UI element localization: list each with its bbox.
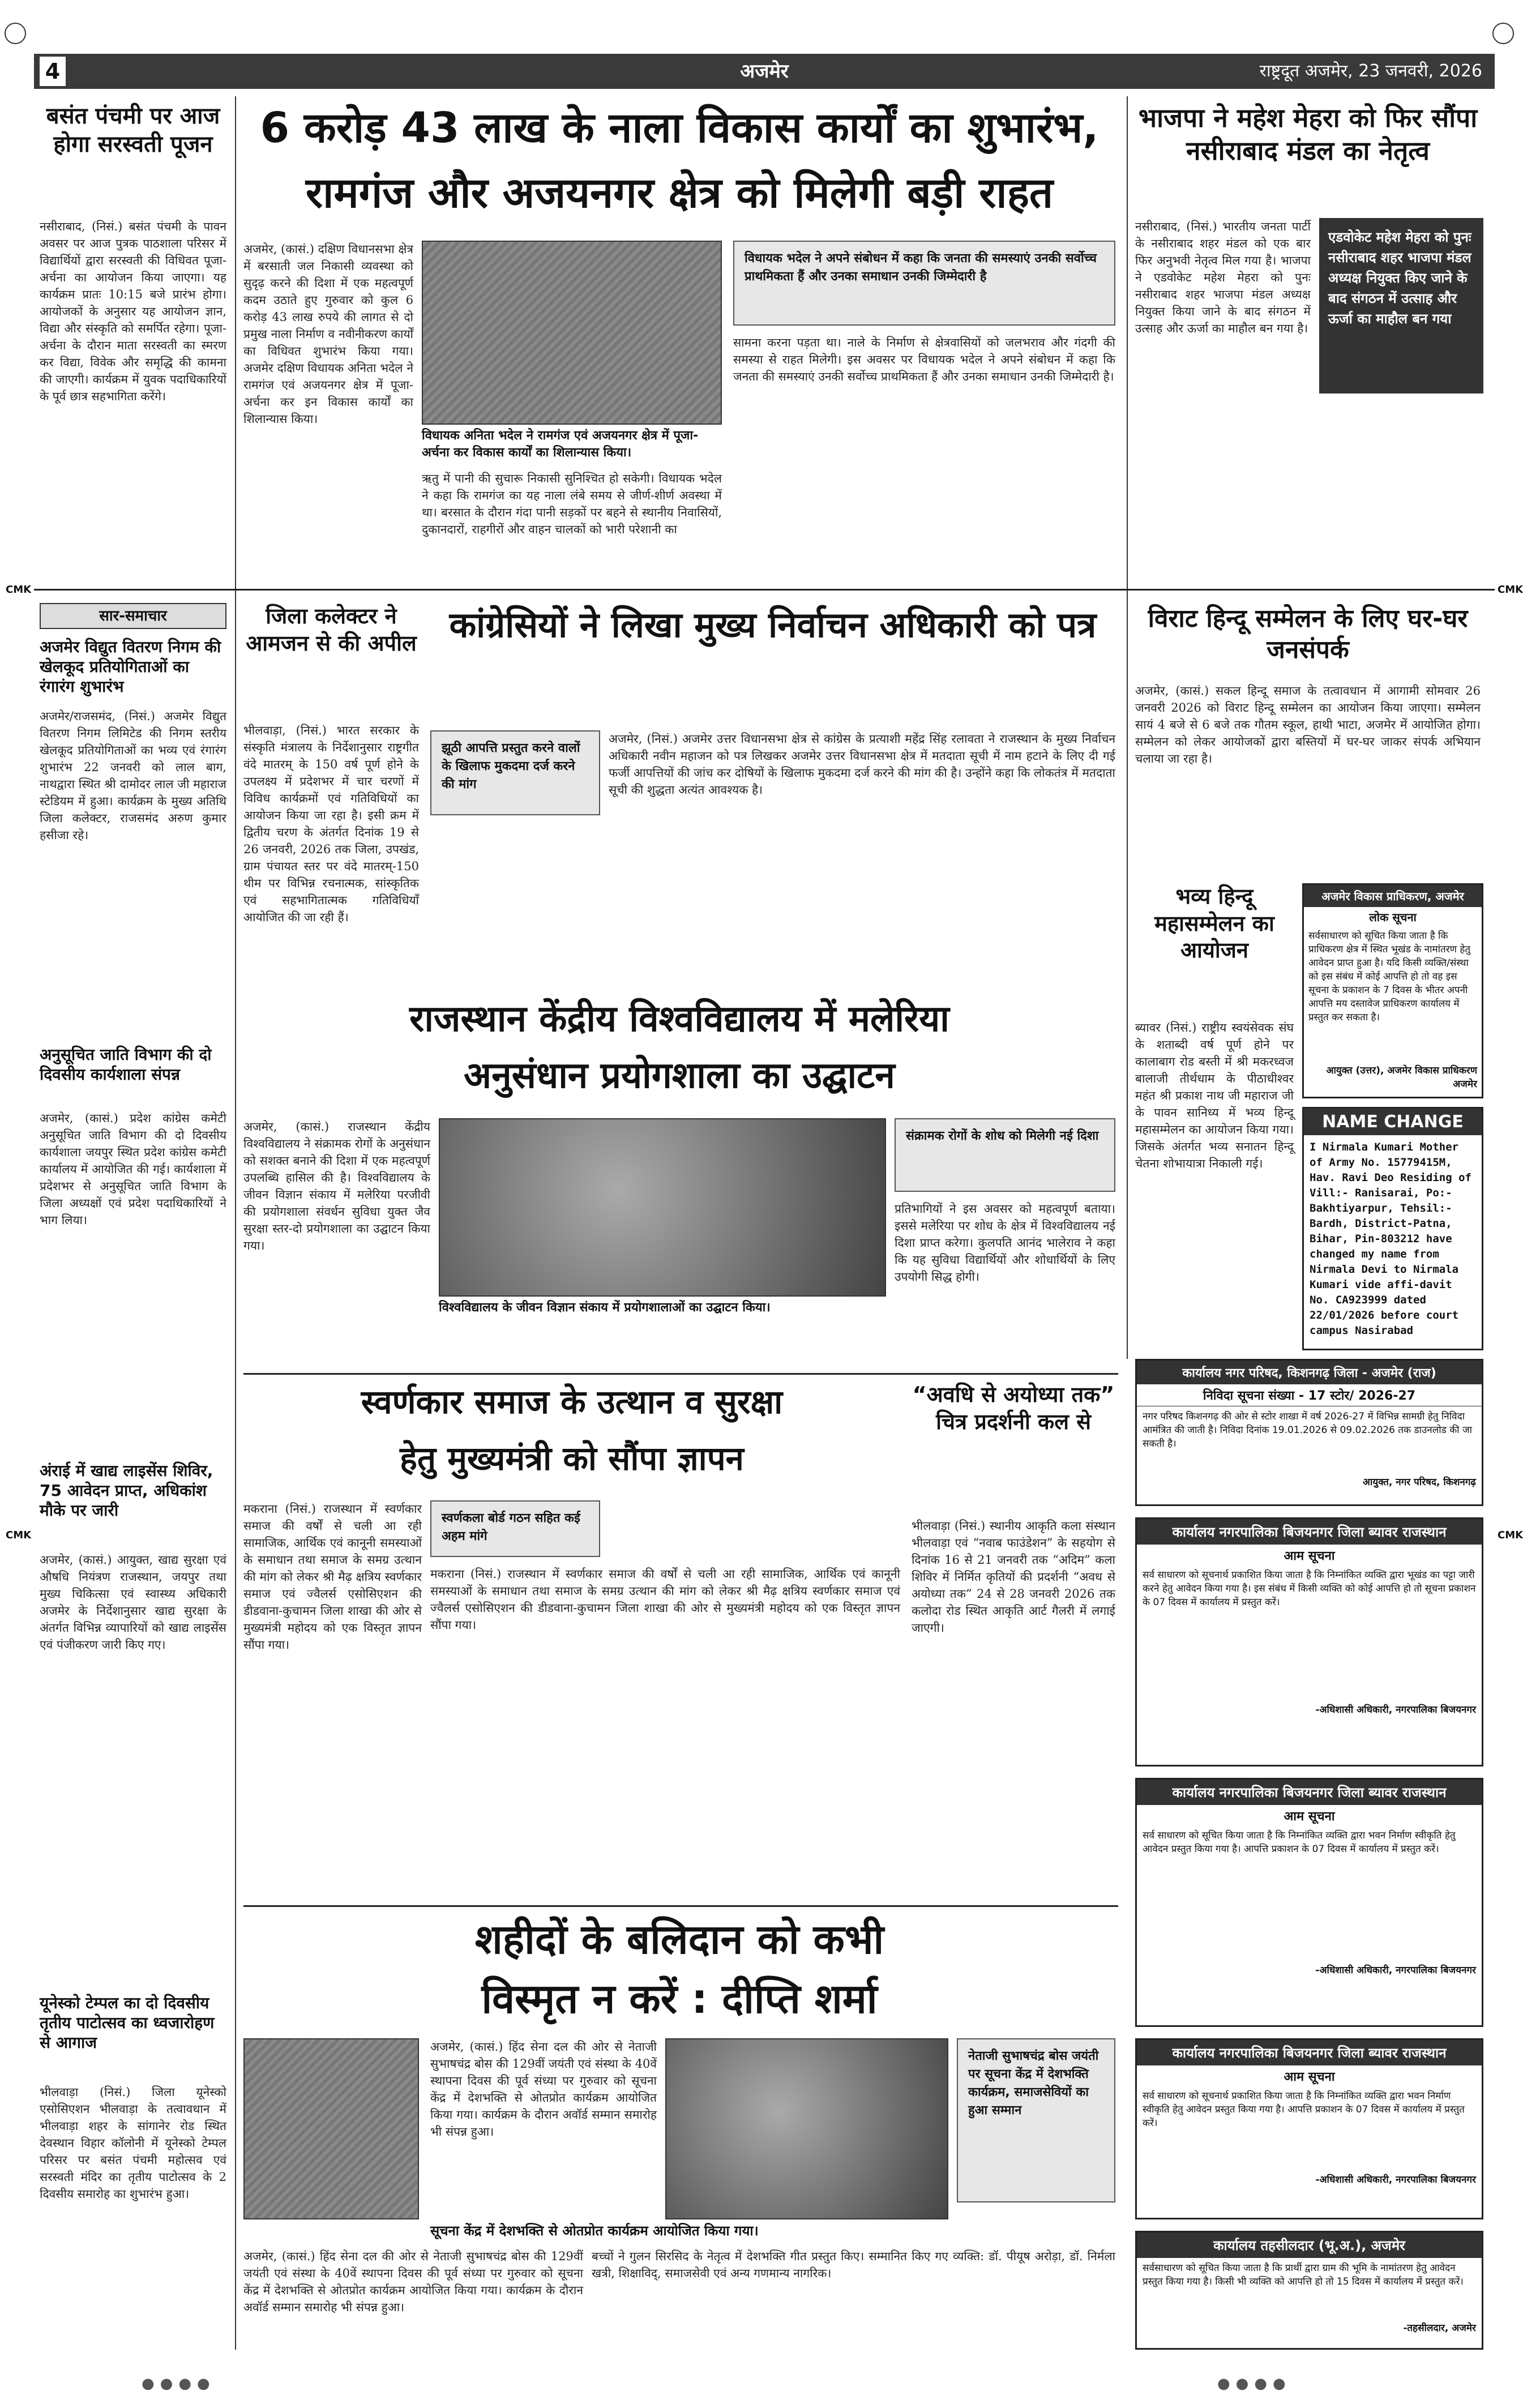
section-title: अजमेर: [740, 60, 789, 83]
left-news-1-body: अजमेर/राजसमंद, (निसं.) अजमेर विद्युत वितरण निगम लिमिटेड की निगम स्तरीय खेलकूद प्रतियोगिताओं का भव्य एवं रंगारंग शुभारंभ 22 जनवरी को लाल बाग, नाथद्वारा स्थित श्री दामोदर लाल जी महाराज स्टेडियम में हुआ। कार्यक्रम के मुख्य अतिथि जिला कलेक्टर, राजसमंद अरुण कुमार हसीजा रहे।: [40, 709, 226, 842]
page-number: 4: [40, 57, 66, 86]
tehsil-sign: -तहसीलदार, अजमेर: [1403, 2323, 1476, 2334]
bjp-body: नसीराबाद, (निसं.) भारतीय जनता पार्टी के नसीराबाद शहर मंडल को एक बार फिर अनुभवी नेतृत्व मिल गया है। भाजपा ने एडवोकेट महेश मेहरा को पुनः नसीराबाद शहर भाजपा मंडल अध्यक्ष नियुक्त किया जाने के बाद संगठन में उत्साह और ऊर्जा का माहौल बन गया है।: [1135, 220, 1311, 335]
bhavya-headline: भव्य हिन्दू महासम्मेलन का आयोजन: [1154, 884, 1274, 963]
main-body-col1: अजमेर, (कासं.) दक्षिण विधानसभा क्षेत्र में बरसाती जल निकासी व्यवस्था को सुदृढ़ करने की दिशा में एक महत्वपूर्ण कदम उठाते हुए गुरुवार को कुल 6 करोड़ 43 लाख रुपये की लागत से दो प्रमुख नाला निर्माण व नवीनीकरण कार्यों का विधिवत शुभारंभ किया गया। अजमेर दक्षिण विधायक अनिता भदेल ने रामगंज एवं अजयनगर क्षेत्र में पूजा-अर्चना कर इन विकास कार्यों का शिलान्यास किया।: [243, 242, 413, 426]
malaria-highlight: संक्रामक रोगों के शोध को मिलेगी नई दिशा: [895, 1118, 1115, 1192]
main-body-col2: ऋतु में पानी की सुचारू निकासी सुनिश्चित हो सकेगी। विधायक भदेल ने कहा कि रामगंज का यह नाला लंबे समय से जीर्ण-शीर्ण अवस्था में था। बरसात के दौरान गंदा पानी सड़कों पर बहने से स्थानीय निवासियों, दुकानदारों, राहगीरों और वाहन चालकों को भारी परेशानी का: [422, 472, 722, 536]
ajmer-authority-notice: [1302, 883, 1483, 1098]
left-news-4-title: यूनेस्को टेम्पल का दो दिवसीय तृतीय पाटोत्सव का ध्वजारोहण से आगाज: [40, 1994, 215, 2052]
kishangarh-body: नगर परिषद किशनगढ़ की ओर से स्टोर शाखा में वर्ष 2026-27 में विभिन्न सामग्री हेतु निविदा आमंत्रित की जाती है। निविदा दिनांक 19.01.2026 से 09.02.2026 तक डाउनलोड की जा सकती है।: [1143, 1411, 1473, 1449]
color-marks-right-upper: CMK: [1498, 584, 1523, 596]
column-rule-right: [1127, 96, 1128, 1359]
left-news-3-body: अजमेर, (कासं.) आयुक्त, खाद्य सुरक्षा एवं औषधि नियंत्रण राजस्थान, जयपुर तथा मुख्य चिकित्सा एवं स्वास्थ्य अधिकारी अजमेर के निर्देशानुसार खाद्य सुरक्षा के अंतर्गत विभिन्न व्यापारियों को खाद्य लाइसेंस एवं पंजीकरण जारी किए गए।: [40, 1553, 226, 1652]
shaheed-photo-caption: सूचना केंद्र में देशभक्ति से ओतप्रोत कार्यक्रम आयोजित किया गया।: [430, 2222, 1115, 2243]
bijaynagar-3-sub: आम सूचना: [1284, 2070, 1335, 2084]
kishangarh-title: कार्यालय नगर परिषद, किशनगढ़ जिला - अजमेर (राज): [1137, 1361, 1482, 1384]
ajmer-notice-signature: आयुक्त (उत्तर), अजमेर विकास प्राधिकरण अजमेर: [1326, 1065, 1477, 1090]
main-highlight: विधायक भदेल ने अपने संबोधन में कहा कि जनता की समस्याएं उनकी सर्वोच्च प्राथमिकता हैं और उनका समाधान उनकी जिम्मेदारी है: [733, 241, 1115, 326]
bijaynagar-1-title: कार्यालय नगरपालिका बिजयनगर जिला ब्यावर राजस्थान: [1137, 1519, 1482, 1545]
malaria-headline-line2: अनुसंधान प्रयोगशाला का उद्घाटन: [464, 1055, 895, 1097]
malaria-photo: [439, 1118, 886, 1297]
main-headline-line2: रामगंज और अजयनगर क्षेत्र को मिलेगी बड़ी राहत: [305, 169, 1054, 217]
registration-mark-top-left: [5, 23, 26, 44]
bijaynagar-2-sign: -अधिशासी अधिकारी, नगरपालिका बिजयनगर: [1315, 1965, 1476, 1976]
shaheed-photo-small: [243, 2038, 419, 2219]
congress-highlight: झूठी आपत्ति प्रस्तुत करने वालों के खिलाफ मुकदमा दर्ज करने की मांग: [430, 730, 600, 815]
kishangarh-sub: निविदा सूचना संख्या - 17 स्टोर/ 2026-27: [1137, 1384, 1482, 1406]
basant-body: नसीराबाद, (निसं.) बसंत पंचमी के पावन अवसर पर आज पुत्रक पाठशाला परिसर में विद्यार्थियों द्वारा सरस्वती की विधिवत पूजा-अर्चना का आयोजन किया जाएगा। यह कार्यक्रम प्रातः 10:15 बजे प्रारंभ होगा। आयोजकों के अनुसार यह आयोजन ज्ञान, विद्या और संस्कृति को समर्पित रहेगा। पूजा-अर्चना के दौरान माता सरस्वती का स्मरण कर विद्या, विवेक और समृद्धि की कामना की जाएगी। कार्यक्रम में युवक पदाधिकारियों के पूर्व छात्र सहभागिता करेंगे।: [40, 220, 226, 403]
bhavya-body: ब्यावर (निसं.) राष्ट्रीय स्वयंसेवक संघ के शताब्दी वर्ष पूर्ण होने पर कालाबाग रोड बस्ती में श्री मकरध्वज बालाजी तीर्थधाम के पीठाधीश्वर महंत श्री प्रकाश नाथ जी महाराज जी के पावन सानिध्य में भव्य हिन्दू महासम्मेलन का आयोजन किया गया। जिसके अंतर्गत भव्य सनातन हिन्दू चेतना शोभायात्रा निकाली गई।: [1135, 1021, 1294, 1170]
bijaynagar-3-body: सर्व साधारण को सूचनार्थ प्रकाशित किया जाता है कि निम्नांकित व्यक्ति द्वारा भवन निर्माण स्वीकृति हेतु आवेदन प्रस्तुत किया गया है। आपत्ति प्रकाशन के 07 दिवस में कार्यालय में प्रस्तुत करें।: [1143, 2090, 1465, 2129]
malaria-headline-line1: राजस्थान केंद्रीय विश्वविद्यालय में मलेरिया: [409, 998, 949, 1040]
hindu-sammelan-headline: विराट हिन्दू सम्मेलन के लिए घर-घर जनसंपर्क: [1148, 604, 1468, 664]
dateline: राष्ट्रदूत अजमेर, 23 जनवरी, 2026: [1259, 61, 1482, 81]
bijaynagar-2-sub: आम सूचना: [1284, 1810, 1335, 1824]
bijaynagar-3-sign: -अधिशासी अधिकारी, नगरपालिका बिजयनगर: [1315, 2174, 1476, 2185]
bijaynagar-1-sub: आम सूचना: [1284, 1549, 1335, 1563]
shaheed-body-col3: बच्चों ने गुलन सिरसिद के नेतृत्व में देशभक्ति गीत प्रस्तुत किए। सम्मानित किए गए व्यक्ति: डॉ. पीयूष अरोड़ा, डॉ. निर्मला खत्री, शिक्षाविद्, समाजसेवी एवं अन्य गणमान्य नागरिक।: [592, 2249, 1115, 2280]
shaheed-body-col1: अजमेर, (कासं.) हिंद सेना दल की ओर से नेताजी सुभाषचंद्र बोस की 129वीं जयंती एवं संस्था के 40वें स्थापना दिवस की पूर्व संध्या पर गुरुवार को सूचना केंद्र में देशभक्ति से ओतप्रोत कार्यक्रम आयोजित किया गया। कार्यक्रम के दौरान अवॉर्ड सम्मान समारोह भी संपन्न हुआ।: [430, 2040, 657, 2138]
shaheed-headline-line1: शहीदों के बलिदान को कभी: [474, 1915, 884, 1963]
tehsil-notice: [1135, 2231, 1483, 2350]
main-headline-line1: 6 करोड़ 43 लाख के नाला विकास कार्यों का शुभारंभ,: [260, 104, 1099, 152]
bijaynagar-1-body: सर्व साधारण को सूचनार्थ प्रकाशित किया जाता है कि निम्नांकित व्यक्ति द्वारा भूखंड का पट्टा जारी करने हेतु आवेदन किया गया है। इस संबंध में किसी व्यक्ति को कोई आपत्ति हो तो सूचना प्रकाशन के 07 दिवस में कार्यालय में प्रस्तुत करें।: [1143, 1569, 1476, 1608]
main-body-col3: सामना करना पड़ता था। नाले के निर्माण से क्षेत्रवासियों को जलभराव और गंदगी की समस्या से राहत मिलेगी। इस अवसर पर विधायक भदेल ने अपने संबोधन में कहा कि जनता की समस्याएं उनकी सर्वोच्च प्राथमिकता हैं और उनका समाधान उनकी जिम्मेदारी है।: [733, 336, 1115, 383]
left-news-3-title: अंराई में खाद्य लाइसेंस शिविर, 75 आवेदन प्राप्त, अधिकांश मौके पर जारी: [40, 1461, 213, 1520]
bijaynagar-2-body: सर्व साधारण को सूचित किया जाता है कि निम्नांकित व्यक्ति द्वारा भवन निर्माण स्वीकृति हेतु आवेदन प्रस्तुत किया गया है। आपत्ति प्रकाशन के 07 दिवस में कार्यालय में प्रस्तुत करें।: [1143, 1830, 1456, 1855]
basant-headline: बसंत पंचमी पर आज होगा सरस्वती पूजन: [46, 103, 220, 157]
left-news-1-title: अजमेर विद्युत वितरण निगम की खेलकूद प्रतियोगिताओं का रंगारंग शुभारंभ: [40, 638, 221, 696]
name-change-title: NAME CHANGE: [1304, 1109, 1482, 1135]
tehsil-body: सर्वसाधारण को सूचित किया जाता है कि प्रार्थी द्वारा ग्राम की भूमि के नामांतरण हेतु आवेदन प्रस्तुत किया गया है। किसी भी व्यक्ति को आपत्ति हो तो 15 दिवस में कार्यालय में प्रस्तुत करें।: [1143, 2262, 1464, 2287]
congress-headline: कांग्रेसियों ने लिखा मुख्य निर्वाचन अधिकारी को पत्र: [449, 604, 1097, 645]
footer-dots-left: ●●●●: [142, 2375, 216, 2392]
column-rule-left: [235, 96, 236, 2350]
divider-middle: [243, 1373, 1118, 1375]
divider-lower: [243, 1905, 1118, 1907]
left-news-2-title: अनुसूचित जाति विभाग की दो दिवसीय कार्यशाला संपन्न: [40, 1045, 212, 1084]
swarnkar-body: मकराना (निसं.) राजस्थान में स्वर्णकार समाज की वर्षों से चली आ रही सामाजिक, आर्थिक एवं कानूनी समस्याओं के समाधान तथा समाज के समग्र उत्थान की मांग को लेकर श्री मैढ़ क्षत्रिय स्वर्णकार समाज एवं ज्वैलर्स एसोसिएशन की डीडवाना-कुचामन जिला शाखा की ओर से मुख्यमंत्री महोदय को एक विस्तृत ज्ञापन सौंपा गया।: [243, 1502, 422, 1652]
malaria-body-col1: अजमेर, (कासं.) राजस्थान केंद्रीय विश्वविद्यालय ने संक्रामक रोगों के अनुसंधान को सशक्त बनाने की दिशा में एक महत्वपूर्ण उपलब्धि हासिल की है। विश्वविद्यालय के जीवन विज्ञान संकाय में मलेरिया परजीवी की प्रयोगशाला संवर्धन सुविधा युक्त जैव सुरक्षा स्तर-दो प्रयोगशाला का उद्घाटन किया गया।: [243, 1120, 430, 1252]
collector-headline: जिला कलेक्टर ने आमजन से की अपील: [246, 604, 417, 656]
color-marks-right-lower: CMK: [1498, 1529, 1523, 1541]
avadhi-headline: “अवधि से अयोध्या तक” चित्र प्रदर्शनी कल से: [912, 1382, 1115, 1434]
name-change-body: I Nirmala Kumari Mother of Army No. 15779415M, Hav. Ravi Deo Residing of Vill:- Ranisarai, Po:- Bakhtiyarpur, Tehsil:-Bardh, District-Patna, Bihar, Pin-803212 have changed my name from Nirmala Devi to Nirmala Kumari vide affi-davit No. CA923999 dated 22/01/2026 before court campus Nasirabad: [1310, 1141, 1471, 1337]
avadhi-body: भीलवाड़ा (निसं.) स्थानीय आकृति कला संस्थान भीलवाड़ा एवं “नवाब फाउंडेशन” के सहयोग से दिनांक 16 से 21 जनवरी तक “अदिम” कला शिविर में निर्मित कृतियों की प्रदर्शनी “अवध से अयोध्या तक” 24 से 28 जनवरी 2026 तक कलोदा रोड स्थित आकृति आर्ट गैलरी में लगाई जाएगी।: [912, 1519, 1115, 1635]
bijaynagar-notice-3: [1135, 2038, 1483, 2219]
swarnkar-highlight: स्वर्णकला बोर्ड गठन सहित कई अहम मांगे: [430, 1500, 600, 1557]
bijaynagar-1-sign: -अधिशासी अधिकारी, नगरपालिका बिजयनगर: [1315, 1704, 1476, 1716]
kishangarh-sign: आयुक्त, नगर परिषद, किशनगढ़: [1362, 1477, 1476, 1488]
name-change-box: [1302, 1107, 1483, 1350]
footer-dots-right: ●●●●: [1217, 2375, 1291, 2392]
bjp-headline: भाजपा ने महेश मेहरा को फिर सौंपा नसीराबाद मंडल का नेतृत्व: [1138, 102, 1478, 166]
color-marks-left-lower: CMK: [6, 1529, 32, 1541]
shaheed-headline-line2: विस्मृत न करें : दीप्ति शर्मा: [481, 1975, 878, 2022]
ajmer-notice-subtitle: लोक सूचना: [1369, 910, 1417, 924]
hindu-sammelan-body: अजमेर, (कासं.) सकल हिन्दू समाज के तत्वावधान में आगामी सोमवार 26 जनवरी 2026 को विराट हिन्दू सम्मेलन का आयोजन किया जाएगा। सम्मेलन सायं 4 बजे से 6 बजे तक गौतम स्कूल, हाथी भाटा, अजमेर में आयोजित होगा। सम्मेलन को लेकर आयोजकों द्वारा बस्तियों में घर-घर जाकर संपर्क अभियान चलाया जा रहा है।: [1135, 684, 1481, 765]
main-photo: [422, 241, 722, 425]
left-news-2-body: अजमेर, (कासं.) प्रदेश कांग्रेस कमेटी अनुसूचित जाति विभाग की दो दिवसीय कार्यशाला जयपुर स्थित प्रदेश कांग्रेस कमेटी कार्यालय में आयोजित की गई। कार्यशाला में प्रदेशभर से अनुसूचित जाति विभाग के जिला अध्यक्षों एवं प्रदेश पदाधिकारियों ने भाग लिया।: [40, 1111, 226, 1227]
congress-body: अजमेर, (निसं.) अजमेर उत्तर विधानसभा क्षेत्र से कांग्रेस के प्रत्याशी महेंद्र सिंह रलावता ने राजस्थान के मुख्य निर्वाचन अधिकारी नवीन महाजन को पत्र लिखकर अजमेर उत्तर विधानसभा क्षेत्र में मतदाता सूची में नाम हटाने के लिए दी गई फर्जी आपत्तियों की जांच कर दोषियों के खिलाफ मुकदमा दर्ज करने की मांग की है। उन्होंने कहा कि लोकतंत्र में मतदाता सूची की शुद्धता अत्यंत आवश्यक है।: [609, 732, 1115, 797]
swarnkar-body-cont: मकराना (निसं.) राजस्थान में स्वर्णकार समाज की वर्षों से चली आ रही सामाजिक, आर्थिक एवं कानूनी समस्याओं के समाधान तथा समाज के समग्र उत्थान की मांग को लेकर श्री मैढ़ क्षत्रिय स्वर्णकार समाज एवं ज्वैलर्स एसोसिएशन की डीडवाना-कुचामन जिला शाखा की ओर से मुख्यमंत्री महोदय को एक विस्तृत ज्ञापन सौंपा गया।: [430, 1567, 900, 1632]
shaheed-photo-main: [665, 2038, 948, 2219]
bijaynagar-notice-2: [1135, 1778, 1483, 2027]
swarnkar-headline-line1: स्वर्णकार समाज के उत्थान व सुरक्षा: [361, 1383, 783, 1421]
shaheed-highlight: नेताजी सुभाषचंद्र बोस जयंती पर सूचना केंद्र में देशभक्ति कार्यक्रम, समाजसेवियों का हुआ सम्मान: [957, 2038, 1115, 2202]
shaheed-body-col2: अजमेर, (कासं.) हिंद सेना दल की ओर से नेताजी सुभाषचंद्र बोस की 129वीं जयंती एवं संस्था के 40वें स्थापना दिवस की पूर्व संध्या पर गुरुवार को सूचना केंद्र में देशभक्ति से ओतप्रोत कार्यक्रम आयोजित किया गया। कार्यक्रम के दौरान अवॉर्ड सम्मान समारोह भी संपन्न हुआ।: [243, 2249, 583, 2314]
tehsil-title: कार्यालय तहसीलदार (भू.अ.), अजमेर: [1137, 2232, 1482, 2258]
collector-body: भीलवाड़ा, (निसं.) भारत सरकार के संस्कृति मंत्रालय के निर्देशानुसार राष्ट्रगीत वंदे मातरम् के 150 वर्ष पूर्ण होने के उपलक्ष्य में प्रदेशभर में चार चरणों में विविध कार्यक्रमों एवं गतिविधियों का आयोजन किया जा रहा है। इसी क्रम में द्वितीय चरण के अंतर्गत दिनांक 19 से 26 जनवरी, 2026 तक जिला, उपखंड, ग्राम पंचायत स्तर पर वंदे मातरम्-150 थीम पर विभिन्न रचनात्मक, सांस्कृतिक एवं सहभागितात्मक गतिविधियाँ आयोजित की जा रही हैं।: [243, 724, 419, 924]
bijaynagar-notice-1: [1135, 1517, 1483, 1767]
malaria-body-col3: प्रतिभागियों ने इस अवसर को महत्वपूर्ण बताया। इससे मलेरिया पर शोध के क्षेत्र में विश्वविद्यालय नई दिशा प्राप्त करेगा। कुलपति आनंद भालेराव ने कहा कि यह सुविधा विद्यार्थियों और शोधार्थियों के लिए उपयोगी सिद्ध होगी।: [895, 1202, 1115, 1284]
main-photo-caption: विधायक अनिता भदेल ने रामगंज एवं अजयनगर क्षेत्र में पूजा-अर्चना कर विकास कार्यों का शिलान्यास किया।: [422, 427, 722, 467]
kishangarh-tender-notice: [1135, 1359, 1483, 1506]
ajmer-notice-body: सर्वसाधारण को सूचित किया जाता है कि प्राधिकरण क्षेत्र में स्थित भूखंड के नामांतरण हेतु आवेदन प्राप्त हुआ है। यदि किसी व्यक्ति/संस्था को इस संबंध में कोई आपत्ति हो तो वह इस सूचना के प्रकाशन के 7 दिवस के भीतर अपनी आपत्ति मय दस्तावेज प्राधिकरण कार्यालय में प्रस्तुत कर सकता है।: [1308, 930, 1471, 1023]
bijaynagar-2-title: कार्यालय नगरपालिका बिजयनगर जिला ब्यावर राजस्थान: [1137, 1780, 1482, 1805]
bjp-highlight: एडवोकेट महेश मेहरा को पुनः नसीराबाद शहर भाजपा मंडल अध्यक्ष नियुक्त किए जाने के बाद संगठन में उत्साह और ऊर्जा का माहौल बन गया: [1319, 218, 1483, 394]
divider-upper: [34, 589, 1495, 591]
bijaynagar-3-title: कार्यालय नगरपालिका बिजयनगर जिला ब्यावर राजस्थान: [1137, 2040, 1482, 2065]
swarnkar-headline-line2: हेतु मुख्यमंत्री को सौंपा ज्ञापन: [400, 1439, 744, 1478]
ajmer-notice-title: अजमेर विकास प्राधिकरण, अजमेर: [1304, 885, 1482, 907]
registration-mark-top-right: [1492, 23, 1514, 44]
left-news-4-body: भीलवाड़ा (निसं.) जिला यूनेस्को एसोसिएशन भीलवाड़ा के तत्वावधान में भीलवाड़ा शहर के सांगानेर रोड स्थित देवस्थान विहार कॉलोनी में यूनेस्को टेम्पल परिसर पर बसंत पंचमी महोत्सव एवं सरस्वती मंदिर का तृतीय पाटोत्सव के 2 दिवसीय समारोह का शुभारंभ हुआ।: [40, 2085, 226, 2201]
sar-samachar-label: सार-समाचार: [40, 603, 226, 629]
color-marks-left-upper: CMK: [6, 584, 32, 596]
malaria-photo-caption: विश्वविद्यालय के जीवन विज्ञान संकाय में प्रयोगशालाओं का उद्घाटन किया।: [439, 1299, 886, 1339]
